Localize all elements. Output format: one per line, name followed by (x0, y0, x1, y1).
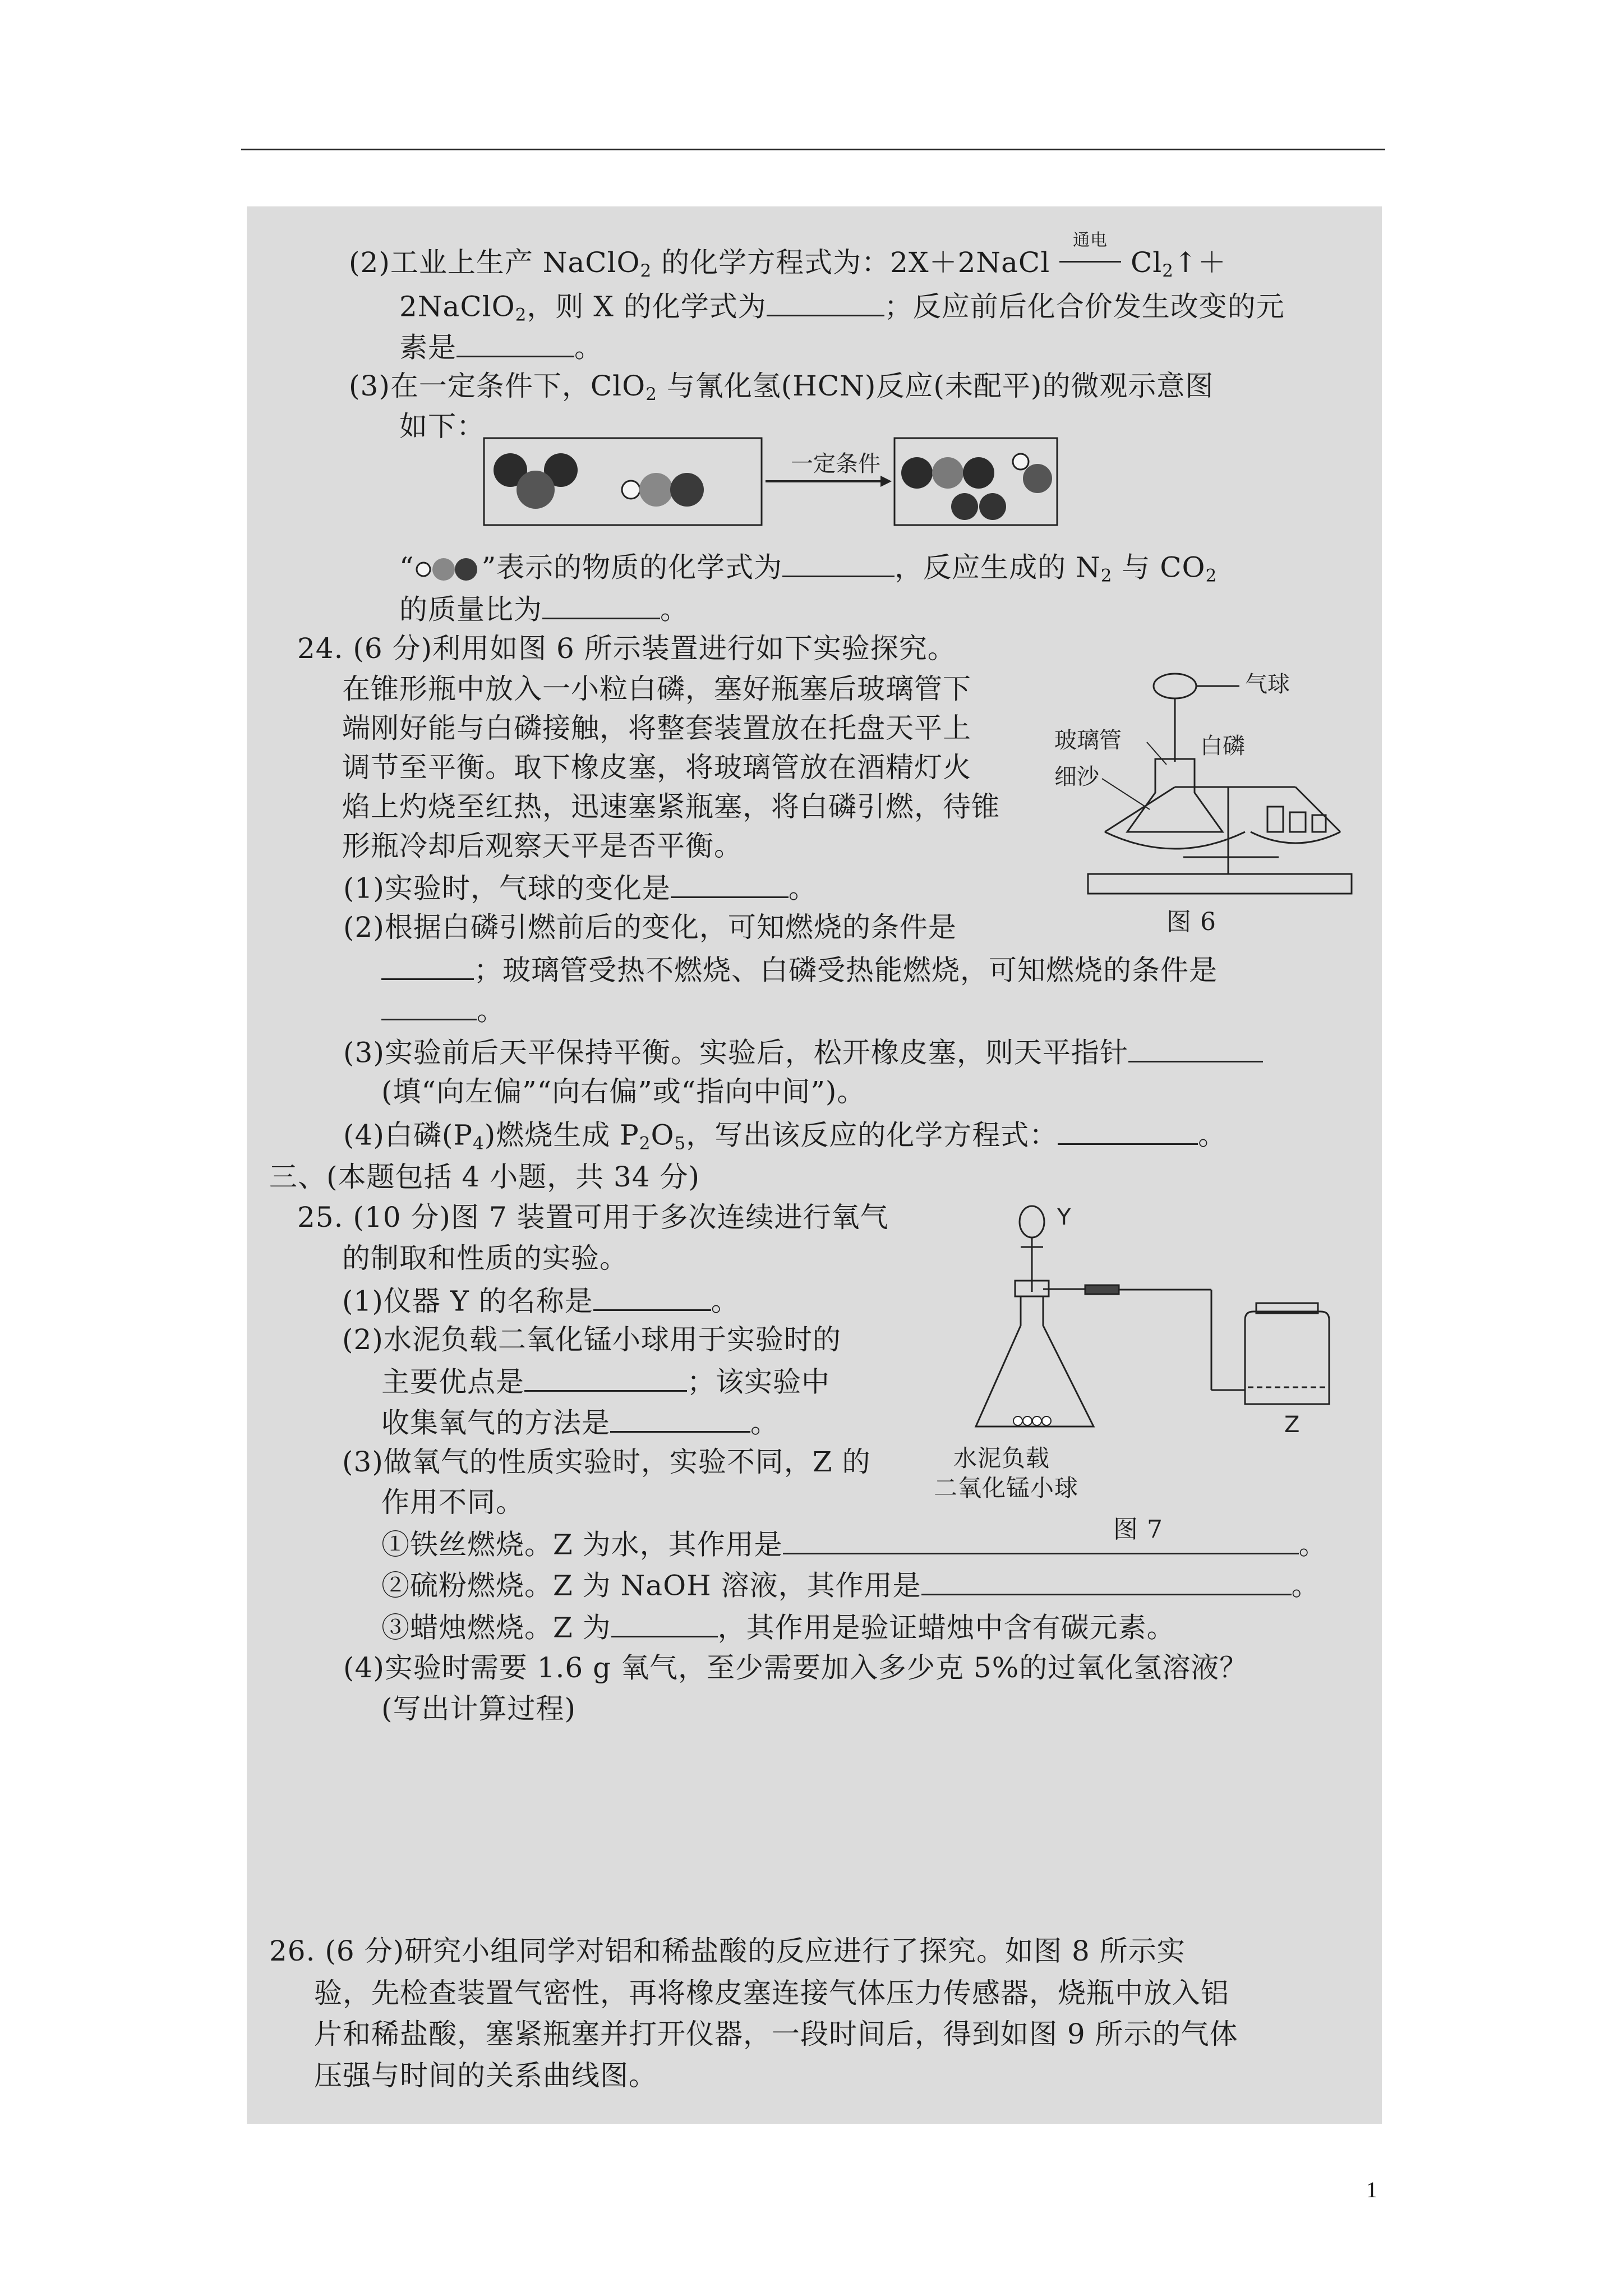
subscript: 2 (639, 1133, 651, 1154)
q24-body-3: 调节至平衡。取下橡皮塞，将玻璃管放在酒精灯火 (342, 751, 971, 784)
figure-6-caption: 图 6 (1166, 908, 1216, 936)
q25-q3-item2 (381, 1567, 1320, 1603)
label-glass-tube: 玻璃管 (1054, 728, 1122, 753)
text: 主要优点是 (381, 1365, 524, 1398)
subscript: 2 (640, 260, 652, 281)
subscript: 2 (1100, 565, 1113, 586)
text: ，则 X 的化学式为 (527, 290, 767, 323)
q24-q4 (343, 1116, 1227, 1154)
answer-blank (593, 1282, 711, 1311)
text: 。 (477, 994, 505, 1027)
q25-title-2: 的制取和性质的实验。 (342, 1242, 628, 1274)
text: 。 (1291, 1569, 1320, 1602)
q25-q4-line2: (写出计算过程) (381, 1692, 577, 1725)
product-molecules (901, 454, 1052, 520)
q25-title: 25. (10 分)图 7 装置可用于多次连续进行氧气 (297, 1201, 889, 1234)
subscript: 5 (674, 1133, 686, 1154)
text: 与 CO (1112, 551, 1206, 584)
q26-line1: 26. (6 分)研究小组同学对铝和稀盐酸的反应进行了探究。如图 8 所示实 (269, 1935, 1186, 1967)
text: ，写出该反应的化学方程式： (686, 1119, 1058, 1152)
text: 2NaClO (399, 290, 515, 323)
answer-blank (782, 549, 895, 577)
q24-q2-line2 (381, 951, 1218, 987)
q25-q3-item1 (381, 1526, 1327, 1562)
text: ，反应生成的 N (895, 551, 1101, 584)
label-y: Y (1057, 1204, 1071, 1230)
text: ①铁丝燃烧。Z 为水，其作用是 (381, 1528, 783, 1561)
label-white-phosphorus: 白磷 (1200, 733, 1245, 759)
answer-blank (1058, 1116, 1198, 1145)
text: (3)实验前后天平保持平衡。实验后，松开橡皮塞，则天平指针 (343, 1036, 1128, 1069)
condition-bar (1059, 261, 1121, 263)
q24-body-4: 焰上灼烧至红热，迅速塞紧瓶塞，将白磷引燃，待锥 (342, 790, 1000, 823)
text: 与氰化氢(HCN)反应(未配平)的微观示意图 (657, 370, 1214, 402)
text: ”表示的物质的化学式为 (481, 551, 783, 584)
scanned-page-photo (247, 206, 1382, 2124)
text: ③蜡烛燃烧。Z 为 (381, 1611, 611, 1644)
text: 的质量比为 (399, 593, 542, 626)
text: 。 (574, 331, 603, 364)
condition-text: 通电 (1073, 231, 1108, 250)
text: 。 (711, 1285, 740, 1318)
text: (4)白磷(P (343, 1119, 473, 1152)
header-rule (241, 149, 1385, 150)
q24-body-2: 端刚好能与白磷接触，将整套装置放在托盘天平上 (342, 712, 971, 744)
q25-q4-line1: (4)实验时需要 1.6 g 氧气，至少需要加入多少克 5%的过氧化氢溶液？ (343, 1651, 1248, 1684)
hcn-molecule-icon (414, 557, 482, 582)
text: 。 (1298, 1528, 1327, 1561)
label-fine-sand: 细沙 (1054, 764, 1099, 790)
text: ；该实验中 (687, 1365, 830, 1398)
text: ，其作用是验证蜡烛中含有碳元素。 (717, 1611, 1175, 1644)
reaction-condition (1059, 231, 1121, 279)
text: )燃烧生成 P (484, 1119, 639, 1152)
text: 收集氧气的方法是 (381, 1406, 610, 1439)
subscript: 2 (515, 305, 527, 325)
q23-p2-line1 (349, 231, 1227, 282)
text: ；玻璃管受热不燃烧、白磷受热能燃烧，可知燃烧的条件是 (474, 954, 1218, 987)
answer-blank (783, 1526, 1299, 1554)
answer-blank (610, 1404, 750, 1433)
text: (3)在一定条件下，ClO (349, 370, 646, 402)
flask-shape (1127, 759, 1223, 832)
answer-blank (921, 1567, 1292, 1595)
text: “ (399, 551, 414, 584)
text: 的化学方程式为：2X＋2NaCl (652, 246, 1050, 279)
q23-p3-line4 (399, 591, 689, 627)
text: 。 (1198, 1119, 1227, 1152)
figure-6-balance (1054, 664, 1368, 905)
arrow-head (880, 476, 892, 487)
figure-7-label-balls-2: 二氧化锰小球 (934, 1474, 1079, 1502)
text: 素是 (399, 331, 457, 364)
section-3-heading: 三、(本题包括 4 小题，共 34 分) (269, 1161, 700, 1193)
q25-q1 (342, 1282, 740, 1318)
answer-blank (381, 992, 477, 1020)
q24-q2-line3 (381, 992, 505, 1028)
q24-q3-line2: (填“向左偏”“向右偏”或“指向中间”)。 (381, 1075, 866, 1108)
q23-p3-line2: 如下： (399, 410, 485, 443)
hcn-molecule (622, 473, 704, 507)
subscript: 2 (645, 384, 657, 404)
q25-q2-line1: (2)水泥负载二氧化锰小球用于实验时的 (342, 1323, 841, 1356)
answer-blank (542, 591, 660, 619)
subscript: 4 (472, 1133, 485, 1154)
separatory-funnel-y (1020, 1206, 1044, 1237)
q24-body-5: 形瓶冷却后观察天平是否平衡。 (342, 830, 743, 862)
text: (2)工业上生产 NaClO (349, 246, 640, 279)
text: (1)实验时，气球的变化是 (343, 872, 671, 905)
clo2-molecule (494, 453, 578, 509)
q25-q3-line2: 作用不同。 (381, 1486, 524, 1519)
q23-p3-line3 (399, 549, 1217, 586)
q24-q2-line1: (2)根据白磷引燃前后的变化，可知燃烧的条件是 (343, 911, 957, 944)
q26-line2: 验，先检查装置气密性，再将橡皮塞连接气体压力传感器，烧瓶中放入铝 (314, 1977, 1229, 2009)
text: ②硫粉燃烧。Z 为 NaOH 溶液，其作用是 (381, 1569, 921, 1602)
q26-line4: 压强与时间的关系曲线图。 (314, 2059, 657, 2092)
text: O (651, 1119, 675, 1152)
q23-p3-line1 (349, 369, 1214, 405)
text: (1)仪器 Y 的名称是 (342, 1285, 593, 1318)
subscript: 2 (1162, 260, 1174, 281)
q24-body-1: 在锥形瓶中放入一小粒白磷，塞好瓶塞后玻璃管下 (342, 673, 971, 705)
q24-q1 (343, 869, 817, 905)
answer-blank (611, 1609, 718, 1637)
balloon-shape (1154, 674, 1196, 698)
conical-flask (976, 1296, 1094, 1427)
text: 。 (750, 1406, 779, 1439)
balance-base (1088, 874, 1352, 894)
page-number: 1 (1366, 2177, 1377, 2202)
answer-blank (671, 869, 789, 898)
gas-collection-bottle (1245, 1312, 1329, 1404)
figure-7-apparatus (965, 1202, 1357, 1443)
text: Cl (1131, 246, 1163, 279)
q24-title: 24. (6 分)利用如图 6 所示装置进行如下实验探究。 (297, 632, 956, 665)
q23-p2-line2 (399, 288, 1285, 325)
text: 。 (660, 593, 689, 626)
q25-q3-item3 (381, 1609, 1175, 1645)
mno2-balls (1013, 1416, 1051, 1425)
text: ；反应前后化合价发生改变的元 (884, 290, 1285, 323)
q26-line3: 片和稀盐酸，塞紧瓶塞并打开仪器，一段时间后，得到如图 9 所示的气体 (314, 2018, 1238, 2050)
q25-q3-line1: (3)做氧气的性质实验时，实验不同，Z 的 (342, 1446, 871, 1478)
text: ↑＋ (1173, 246, 1227, 279)
figure-7-label-balls-1: 水泥负载 (953, 1444, 1050, 1472)
label-balloon: 气球 (1245, 671, 1290, 697)
text: 。 (788, 872, 817, 905)
answer-blank (767, 288, 884, 316)
figure-7-caption: 图 7 (1113, 1515, 1163, 1544)
q25-q2-line2 (381, 1363, 830, 1399)
answer-blank (524, 1363, 687, 1392)
q25-q2-line3 (381, 1404, 779, 1440)
answer-blank (381, 951, 474, 980)
reaction-condition-label: 一定条件 (791, 451, 880, 477)
subscript: 2 (1205, 565, 1218, 586)
molecular-reaction-diagram (482, 436, 1060, 543)
q23-p2-line3 (399, 329, 603, 365)
q24-q3-line1 (343, 1034, 1263, 1070)
answer-blank (457, 329, 574, 357)
label-z: Z (1284, 1412, 1300, 1438)
answer-blank (1128, 1034, 1263, 1062)
